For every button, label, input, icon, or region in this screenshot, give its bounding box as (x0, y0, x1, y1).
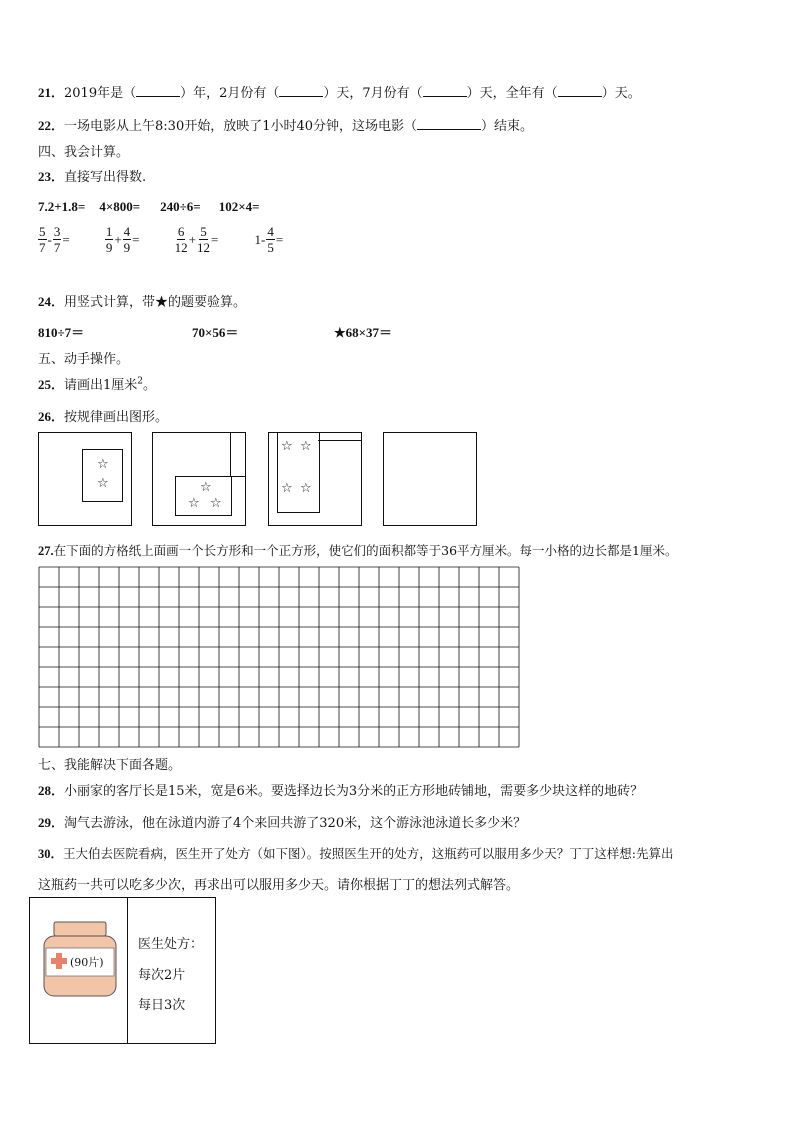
frac-expr-4: 1- $\frac{4}{5}$ = (254, 224, 284, 255)
q24-item-3: ★68×37＝ (334, 325, 393, 340)
section-4-title: 四、我会计算。 (38, 145, 130, 160)
q28: 28．小丽家的客厅长是15米，宽是6米。要选择边长为3分米的正方形地砖铺地，需要多少块这样的地砖？ (38, 783, 644, 799)
q22-blank[interactable] (417, 117, 481, 130)
star-icon: ☆ (200, 480, 212, 495)
star-icon: ☆ (300, 439, 312, 454)
pattern-box-2-side (230, 432, 246, 477)
q21-blank-3[interactable] (423, 84, 467, 97)
star-icon: ☆ (300, 481, 312, 496)
star-icon: ☆ (210, 496, 222, 511)
star-icon: ☆ (97, 476, 109, 491)
q24-item-2: 70×56＝ (192, 325, 239, 340)
pattern-box-2-card (175, 476, 232, 516)
q29: 29．淘气去游泳，他在泳道内游了4个来回共游了320米，这个游泳池泳道长多少米？ (38, 815, 527, 831)
q25: 25．请画出1厘米$^2$。 (38, 376, 157, 393)
pattern-box-3-card (277, 432, 320, 513)
q22: 22．一场电影从上午8:30开始，放映了1小时40分钟，这场电影（ ）结束。 (38, 118, 534, 134)
prescription-dose: 每次2片 (138, 968, 186, 983)
pattern-box-2 (152, 432, 246, 526)
q21-blank-4[interactable] (558, 84, 602, 97)
pattern-box-3-strip (318, 432, 362, 441)
q24-title: 24．用竖式计算，带★的题要验算。 (38, 294, 247, 310)
frac-expr-2: $\frac{1}{9}$ + $\frac{4}{9}$ = (105, 224, 140, 255)
prescription-frequency: 每日3次 (138, 998, 186, 1013)
q23-fractions (38, 224, 314, 255)
pattern-box-1 (38, 432, 132, 526)
pattern-answer-box[interactable] (383, 432, 477, 526)
svg-text:(90片): (90片) (70, 956, 104, 969)
q21-blank-1[interactable] (136, 84, 180, 97)
pattern-box-1-card (82, 449, 123, 502)
q23-title: 23．直接写出得数. (38, 169, 147, 185)
pattern-box-3 (268, 432, 362, 526)
star-icon: ☆ (188, 496, 200, 511)
q27-title: 27.在下面的方格纸上面画一个长方形和一个正方形，使它们的面积都等于36平方厘米。每一小格的边长都是1厘米。 (38, 543, 678, 558)
q30-line2: 这瓶药一共可以吃多少次，再求出可以服用多少天。请你根据丁丁的想法列式解答。 (38, 878, 520, 893)
section-5-title: 五、动手操作。 (38, 352, 130, 367)
q21: 21．2019年是（ ）年，2月份有（ ）天，7月份有（ ）天，全年有（ ）天。 (38, 85, 641, 101)
star-icon: ☆ (97, 457, 109, 472)
section-7-title: 七、我能解决下面各题。 (38, 758, 182, 773)
q30-line1: 30．王大伯去医院看病，医生开了处方（如下图）。按照医生开的处方，这瓶药可以服用多少天？丁丁这样想:先算出 (38, 846, 674, 861)
frac-expr-1: $\frac{5}{7}$ - $\frac{3}{7}$ = (39, 224, 70, 255)
q24-item-1: 810÷7＝ (38, 325, 85, 340)
star-icon: ☆ (281, 439, 293, 454)
q26-title: 26．按规律画出图形。 (38, 409, 169, 425)
prescription-divider (127, 898, 128, 1043)
prescription-title: 医生处方： (138, 937, 204, 952)
medicine-bottle-icon (36, 920, 126, 1000)
star-icon: ☆ (281, 481, 293, 496)
frac-expr-3: $\frac{6}{12}$ + $\frac{5}{12}$ = (174, 224, 219, 255)
q23-row1: 7.2+1.8= 4×800= 240÷6= 102×4= (38, 199, 260, 214)
grid-paper[interactable] (38, 566, 520, 748)
q21-blank-2[interactable] (279, 84, 323, 97)
prescription-figure (29, 897, 216, 1044)
